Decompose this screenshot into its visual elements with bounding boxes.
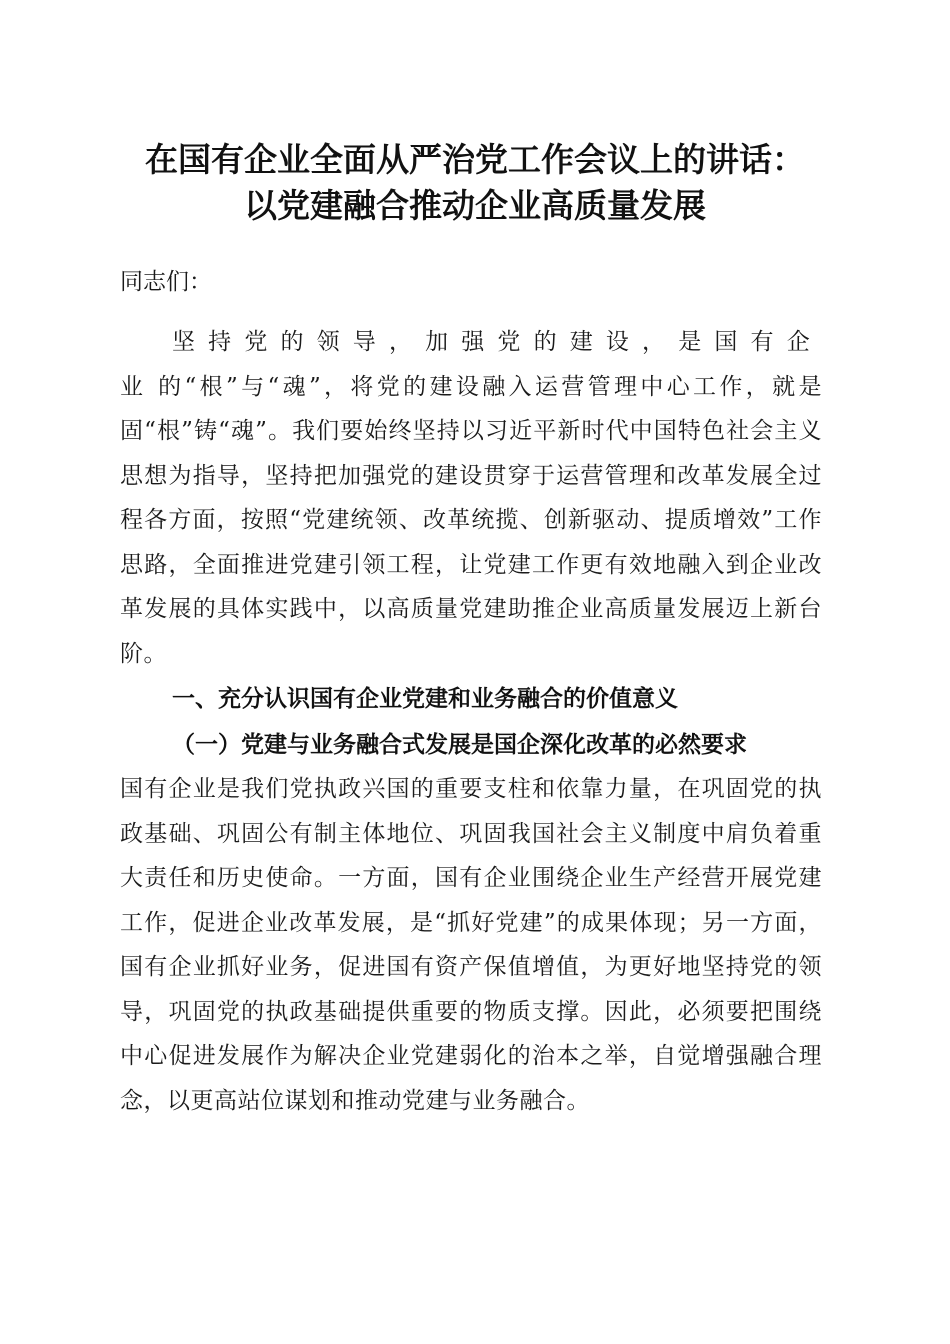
intro-rest: 的“根”与“魂”，将党的建设融入运营管理中心工作，就是固“根”铸“魂”。我们要始终坚持以习近平新时代中国特色社会主义思想为指导，坚持把加强党的建设贯穿于运营管理和改革发展全过程各方面，按照“党建统领、改革统揽、创新驱动、提质增效”工作思路，全面推进党建引领工程，让党建工作更有效地融入到企业改革发展的具体实践中，以高质量党建助推企业高质量发展迈上新台阶。 bbox=[120, 373, 822, 667]
salutation: 同志们： bbox=[120, 269, 212, 295]
section-1-heading: 一、充分认识国有企业党建和业务融合的价值意义 bbox=[172, 686, 678, 712]
intro-paragraph bbox=[120, 320, 822, 676]
section-1-sub-1-heading: （一）党建与业务融合式发展是国企深化改革的必然要求 bbox=[172, 731, 747, 758]
document-title-line-1: 在国有企业全面从严治党工作会议上的讲话： bbox=[145, 140, 805, 179]
section-1-sub-1-body: 国有企业是我们党执政兴国的重要支柱和依靠力量，在巩固党的执政基础、巩固公有制主体地位、巩固我国社会主义制度中肩负着重大责任和历史使命。一方面，国有企业围绕企业生产经营开展党建工作，促进企业改革发展，是“抓好党建”的成果体现；另一方面，国有企业抓好业务，促进国有资产保值增值，为更好地坚持党的领导，巩固党的执政基础提供重要的物质支撑。因此，必须要把围绕中心促进发展作为解决企业党建弱化的治本之举，自觉增强融合理念，以更高站位谋划和推动党建与业务融合。 bbox=[120, 776, 822, 1114]
document-title-line-2: 以党建融合推动企业高质量发展 bbox=[244, 186, 706, 225]
intro-first-line: 坚持党的领导，加强党的建设，是国有企业 bbox=[120, 329, 822, 400]
